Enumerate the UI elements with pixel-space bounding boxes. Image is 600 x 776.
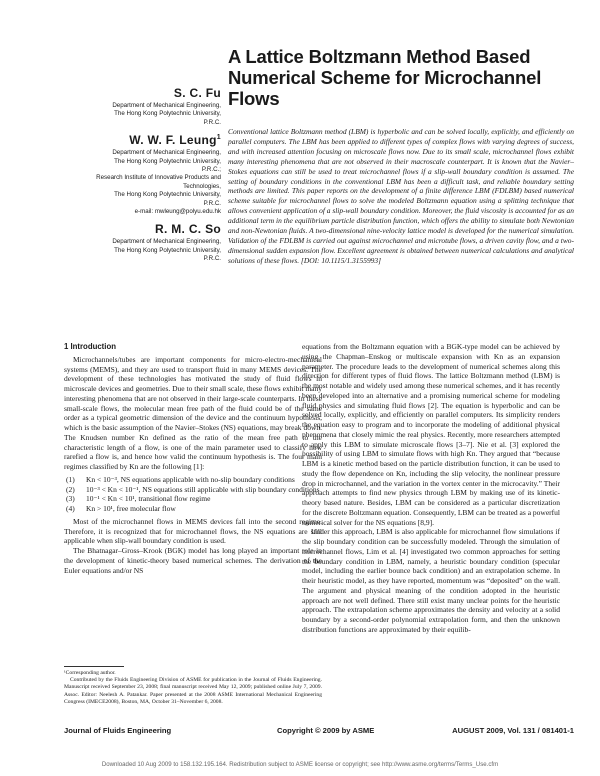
corresponding-author-marker: 1 <box>216 134 221 142</box>
body-column-right <box>302 342 560 635</box>
paragraph: Microchannels/tubes are important components for micro-electro-mechanical systems (MEMS), and they are used to transport fluid in many MEMS devices. The development of these technologies has motivated the study of fluid flows in microscale devices and geometries. Due to their small scale, these flows exhibit many interesting phenomena that are not observed in their large-scale counterparts. In these small-scale flows, the molecular mean free path of the fluid could be of the same order as a typical geometric dimension of the device and the continuum hypothesis, which is the basic assumption of the Navier–Stokes (NS) equations, may break down. The Knudsen number Kn defined as the ratio of the mean free path to the characteristic length of a flow, is one of the main parameter used to classify how rarefied a flow is, and hence how valid the continuum hypothesis is. The four main regimes classified by Kn are the following [1]: <box>64 354 322 471</box>
author-email[interactable]: e-mail: mwleung@polyu.edu.hk <box>134 208 221 216</box>
paragraph: Under this approach, LBM is also applicable for microchannel flow simulations if the slip boundary condition can be successfully modeled. Through the simulation of microchannel flows, Lim et al. [4] investigated two common approaches for setting the boundary condition in LBM, namely, a heuristic boundary condition (specular model, including the earlier bounce back condition) and an extrapolation scheme. In their heuristic model, as they have reported, momentum was “deposited” on the wall. The argument and physical meaning of the condition adopted in the heuristic approach are not well defined. There still exist many unclear points for the heuristic approach. The extrapolation scheme approximates the density and velocity at a solid boundary by a second-order polynomial extrapolation form, and then the unknown distribution functions are approximated by their equilib- <box>302 527 560 634</box>
footnote-marker: ¹Corresponding author. <box>64 670 116 676</box>
list-item: (1) Kn < 10⁻³, NS equations applicable with no-slip boundary conditions <box>66 474 295 484</box>
paragraph: equations from the Boltzmann equation with a BGK-type model can be achieved by using the Chapman–Enskog or multiscale expansion with Kn as an expansion parameter. The procedure leads to the development of numerical schemes along this direction for different types of fluid flows. The lattice Boltzmann method (LBM) is the most notable and widely used among these numerical schemes, and it has recently been developed into an alternative and a promising numerical scheme for modeling fluid physics and simulating fluid flows [2]. The equation is hyperbolic and can be solved locally, explicitly, and efficiently on parallel computers. Its simplicity renders the equation easy to program and to incorporate the modeling of additional physical phenomena that closely mimic the real physics. Recently, more researchers attempted to apply this LBM to simulate microscale flows [3–7]. Nie et al. [3] explored the possibility of using LBM to simulate flows with high Kn. They argued that “because LBM is a kinetic method based on the particle distribution function, it can be used to study the flow dependence on Kn, including the slip velocity, the nonlinear pressure drop in microchannel, and the variation in the vortex center in the microcavity.” Their approach attempts to find new physics through LBM by making use of its kinetic-theory based nature. Besides, LBM can be considered as a particular discretization for the discrete Boltzmann equation. Consequently, LBM can be treated as a powerful numerical solver for the NS equations [8,9]. <box>302 342 560 527</box>
list-item: (2) 10⁻³ < Kn < 10⁻¹, NS equations still applicable with slip boundary conditions <box>66 484 320 494</box>
copyright: Copyright © 2009 by ASME <box>277 726 375 735</box>
author-block <box>85 80 221 264</box>
abstract: Conventional lattice Boltzmann method (LBM) is hyperbolic and can be solved locally, explicitly, and efficiently on parallel computers. The LBM has been applied to different types of complex flows with varying degrees of success, and with increased attention focusing on microscale flows now. Due to its small scale, microchannel flows exhibit many interesting phenomena that are not observed in their macroscale counterpart. It is known that the Navier–Stokes equations can still be used to treat microchannel flows if a slip-wall boundary condition is assumed. The setting of boundary conditions in the conventional LBM has been a difficult task, and reliable boundary setting methods are limited. This paper reports on the development of a finite difference LBM (FDLBM) based numerical scheme suitable for microchannel flows to solve the modeled Boltzmann equation using a splitting technique that allows convenient application of a slip-wall boundary condition. Moreover, the fluid viscosity is accounted for as an additional term in the equilibrium particle distribution function, which offers the ability to simulate both Newtonian and non-Newtonian fluids. A two-dimensional nine-velocity lattice model is developed for the numerical simulation. Validation of the FDLBM is carried out against microchannel and microtube flows, a driven cavity flow, and a two-dimensional sudden expansion flow. Excellent agreement is obtained between numerical calculations and analytical solutions of these flows. [DOI: 10.1115/1.3155993] <box>228 127 574 265</box>
paragraph: The Bhatnagar–Gross–Krook (BGK) model has long played an important role in the development of kinetic-theory based numerical schemes. The derivation of the Euler equations and/or NS <box>64 546 322 575</box>
footnote-text: Contributed by the Fluids Engineering Division of ASME for publication in the Journal of Fluids Engineering. Manuscript received September 23, 2008; final manuscript received May 12, 2009; published online July 7, 2009. Assoc. Editor: Neelesh A. Patankar. Paper presented at the 2008 ASME International Mechanical Engineering Congress (IMECE2008), Boston, MA, October 31–November 6, 2008. <box>64 677 322 705</box>
body-column-left <box>64 342 322 575</box>
list-item: (4) Kn > 10¹, free molecular flow <box>66 504 176 513</box>
journal-name: Journal of Fluids Engineering <box>64 726 172 735</box>
author-name: W. W. F. Leung$^1$ <box>129 133 221 148</box>
section-heading: 1 Introduction <box>64 342 116 351</box>
author-name: S. C. Fu <box>173 86 221 100</box>
paragraph: Most of the microchannel flows in MEMS devices fall into the second regime. Therefore, it is recognized that for microchannel flows, the NS equations are still applicable when slip-wall boundary condition is used. <box>64 516 322 546</box>
issue-info: AUGUST 2009, Vol. 131 / 081401-1 <box>452 726 574 735</box>
list-item: (3) 10⁻¹ < Kn < 10¹, transitional flow regime <box>66 494 211 504</box>
author-name: R. M. C. So <box>155 222 221 237</box>
download-notice: Downloaded 10 Aug 2009 to 158.132.195.164. Redistribution subject to ASME license or copyright; see http://www.asme.org/terms/Terms_Use.cfm <box>101 761 499 768</box>
knudsen-regime-list <box>64 475 322 514</box>
author-affiliation: Department of Mechanical Engineering, The Hong Kong Polytechnic University, P.R.C.; Research Institute of Innovative Products and Technologies, The Hong Kong Polytechnic University, P.R.C. e-mail: mwleung@polyu.edu.hk <box>85 149 221 216</box>
article-title: A Lattice Boltzmann Method Based Numerical Scheme for Microchannel Flows <box>228 46 542 109</box>
footnote <box>64 670 322 706</box>
author-affiliation: Department of Mechanical Engineering, The Hong Kong Polytechnic University, P.R.C. <box>112 102 221 126</box>
author-affiliation: Department of Mechanical Engineering, The Hong Kong Polytechnic University, P.R.C. <box>112 238 221 263</box>
footnote-rule <box>64 666 124 667</box>
